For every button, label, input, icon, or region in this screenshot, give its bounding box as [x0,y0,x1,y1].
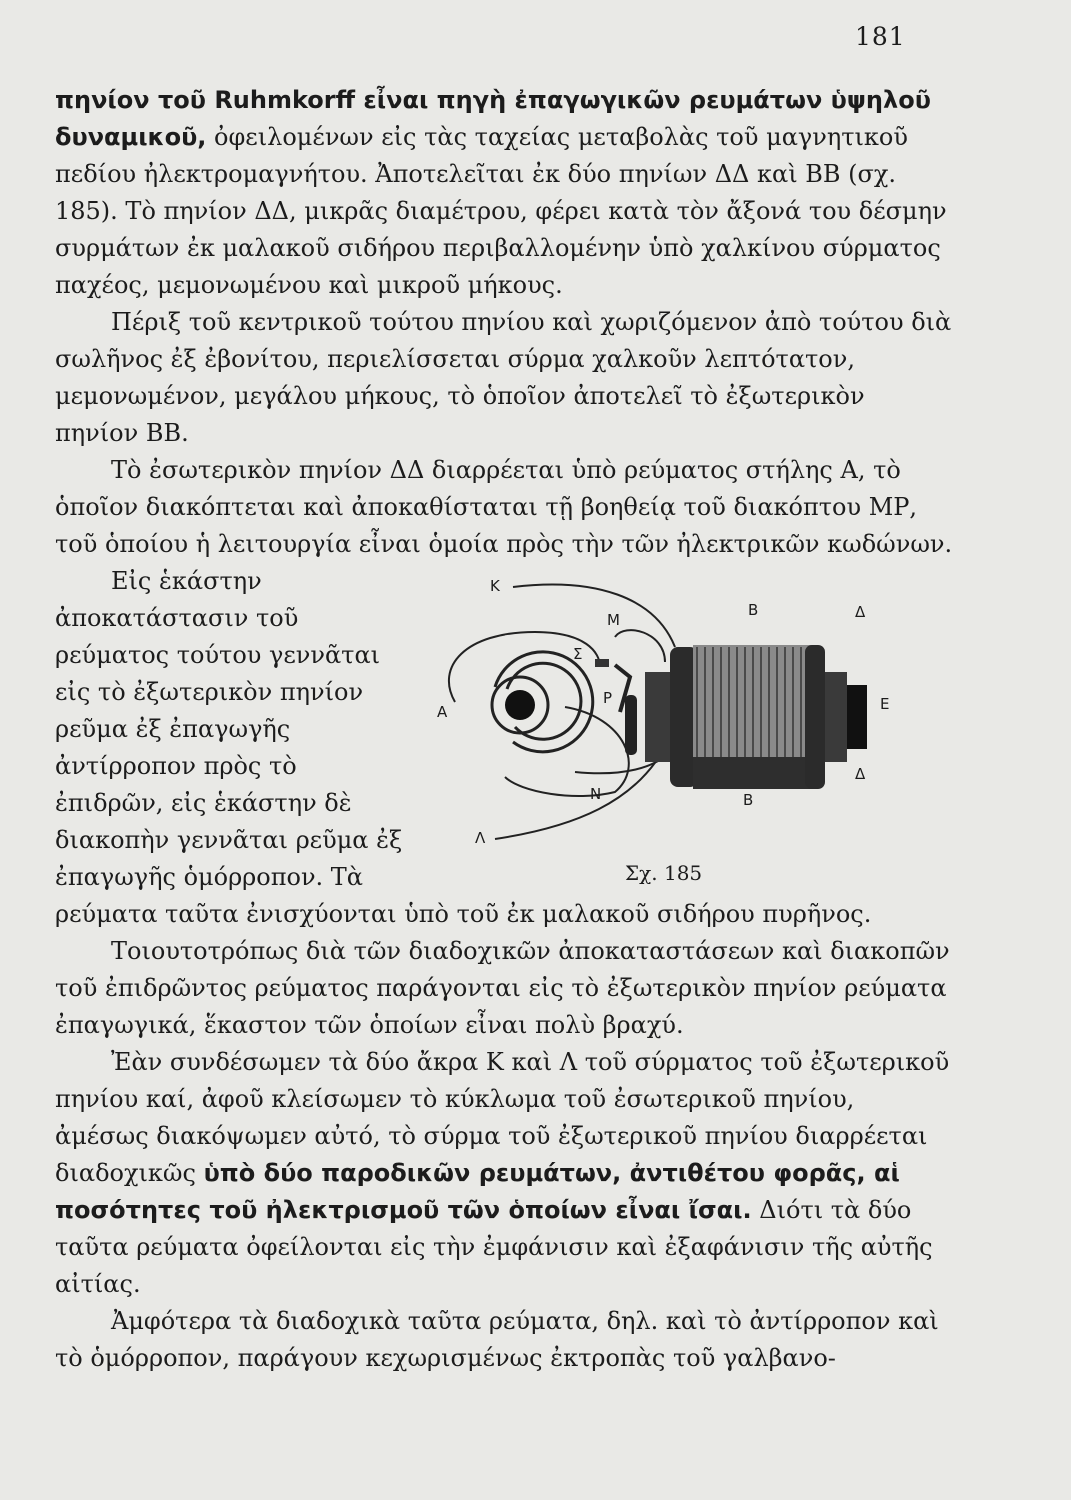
label-p: P [603,689,613,707]
coil [645,645,867,789]
label-b-bottom: B [743,791,754,809]
label-d-top: Δ [855,603,866,621]
label-n: N [590,785,602,803]
battery-cell [492,652,593,752]
paragraph-1 [55,82,955,304]
label-d-bottom: Δ [855,765,866,783]
paragraph-1-rest: ὀφειλομένων εἰς τὰς ταχείας μεταβολὰς τοῦ μαγνητικοῦ πεδίου ἠλεκτρομαγνήτου. Ἀποτελεῖται ἐκ δύο πηνίων ΔΔ καὶ ΒΒ (σχ. 185). Τὸ πηνίον ΔΔ, μικρᾶς διαμέτρου, φέρει κατὰ τὸν ἄξονά του δέσμην συρμάτων ἐκ μαλακοῦ σιδήρου περιβαλλομένην ὑπὸ χαλκίνου σύρματος παχέος, μεμονωμένου καὶ μικροῦ μήκους. [55,123,947,299]
interrupter-screw [595,659,609,667]
paragraph-6-end: Διότι τὰ δύο ταῦτα ρεύματα ὀφείλονται εἰς τὴν ἐμφάνισιν καὶ ἐξαφάνισιν τῆς αὐτῆς αἰτίας. [55,1196,933,1298]
figure-185 [425,577,945,887]
label-b-top: B [748,601,759,619]
label-l: Λ [475,829,486,847]
bold-phrase-currents: ὑπὸ δύο παροδικῶν ρευμάτων, ἀντιθέτου φορᾶς, αἱ ποσότητες τοῦ ἠλεκτρισμοῦ τῶν ὁποίων εἶναι ἴσαι. [55,1159,900,1224]
paragraph-6-start: Ἐὰν συνδέσωμεν τὰ δύο ἄκρα Κ καὶ Λ τοῦ σύρματος τοῦ ἐξωτερικοῦ πηνίου καί, ἀφοῦ κλείσωμεν τὸ κύκλωμα τοῦ ἐσωτερικοῦ πηνίου, ἀμέσως διακόψωμεν αὐτό, τὸ σύρμα τοῦ ἐξωτερικοῦ πηνίου διαρρέεται διαδοχικῶς [55,1048,950,1187]
interrupter-hammer [625,695,637,755]
wire-m [615,630,665,662]
wire-l [495,747,665,839]
figure-caption: Σχ. 185 [625,861,703,885]
paragraph-5: Τοιουτοτρόπως διὰ τῶν διαδοχικῶν ἀποκαταστάσεων καὶ διακοπῶν τοῦ ἐπιδρῶντος ρεύματος παράγονται εἰς τὸ ἐξωτερικὸν πηνίον ρεύματα ἐπαγωγικά, ἕκαστον τῶν ὁποίων εἶναι πολὺ βραχύ. [55,937,950,1039]
label-k: K [490,577,500,595]
wire-battery-bottom [505,707,629,796]
paragraph-7: Ἀμφότερα τὰ διαδοχικὰ ταῦτα ρεύματα, δηλ. καὶ τὸ ἀντίρροπον καὶ τὸ ὁμόρροπον, παράγουν κεχωρισμένως ἐκτροπὰς τοῦ γαλβανο- [55,1307,939,1372]
paragraph-3: Τὸ ἐσωτερικὸν πηνίον ΔΔ διαρρέεται ὑπὸ ρεύματος στήλης Α, τὸ ὁποῖον διακόπτεται καὶ ἀποκαθίσταται τῇ βοηθείᾳ τοῦ διακόπτου ΜΡ, τοῦ ὁποίου ἡ λειτουργία εἶναι ὁμοία πρὸς τὴν τῶν ἠλεκτρικῶν κωδώνων. [55,456,953,558]
label-s: Σ [573,645,583,663]
induction-coil-diagram [425,577,945,857]
paragraph-4 [55,563,955,933]
paragraph-6 [55,1044,955,1303]
page-number: 181 [855,22,906,51]
label-e: E [880,695,890,713]
label-m: M [607,611,620,629]
label-a: A [437,703,448,721]
bold-phrase-ruhmkorff: πηνίον τοῦ Ruhmkorff εἶναι πηγὴ ἐπαγωγικῶν ρευμάτων ὑψηλοῦ δυναμικοῦ, [55,86,931,151]
wire-k [513,585,675,648]
paragraph-2: Πέριξ τοῦ κεντρικοῦ τούτου πηνίου καὶ χωριζόμενον ἀπὸ τούτου διὰ σωλῆνος ἐξ ἐβονίτου, περιελίσσεται σύρμα χαλκοῦν λεπτότατον, μεμονωμένον, μεγάλου μήκους, τὸ ὁποῖον ἀποτελεῖ τὸ ἐξωτερικὸν πηνίον ΒΒ. [55,308,952,447]
body-text [55,82,955,1377]
paragraph-4-text: Εἰς ἑκάστην ἀποκατάστασιν τοῦ ρεύματος τούτου γεννᾶται εἰς τὸ ἐξωτερικὸν πηνίον ρεῦμα ἐξ ἐπαγωγῆς ἀντίρροπον πρὸς τὸ ἐπιδρῶν, εἰς ἑκάστην δὲ διακοπὴν γεννᾶται ρεῦμα ἐξ ἐπαγωγῆς ὁμόρροπον. Τὰ ρεύματα ταῦτα ἐνισχύονται ὑπὸ τοῦ ἐκ μαλακοῦ σιδήρου πυρῆνος. [55,567,872,928]
